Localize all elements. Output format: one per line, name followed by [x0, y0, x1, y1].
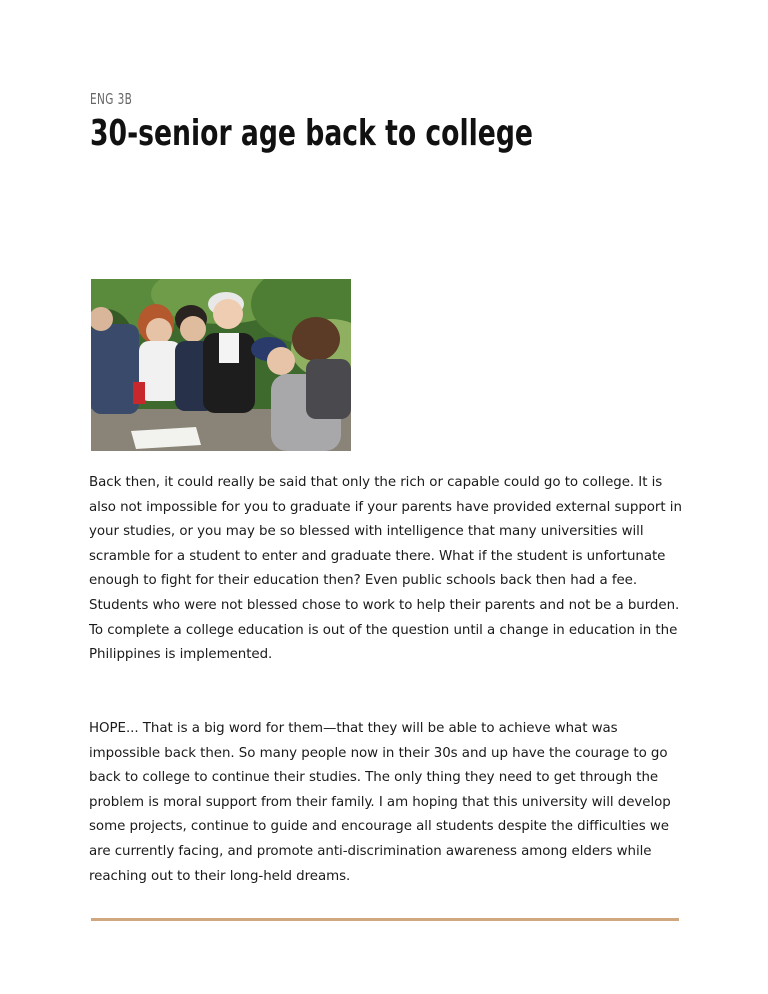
student-photo	[91, 279, 351, 451]
page-title: 30-senior age back to college	[90, 113, 533, 154]
footer-divider	[91, 918, 679, 921]
paragraph-1: Back then, it could really be said that only the rich or capable could go to college. It is also not impossible for you to graduate if your parents have provided external support in your studies, or you may be so blessed with intelligence that many universities will scramble for a student to enter and graduate there. What if the student is unfortunate enough to fight for their education then? Even public schools back then had a fee. Students who were not blessed chose to work to help their parents and not be a burden. To complete a college education is out of the question until a change in education in the Philippines is implemented.	[89, 475, 682, 663]
paragraph-2: HOPE... That is a big word for them—that they will be able to achieve what was impossible back then. So many people now in their 30s and up have the courage to go back to college to continue their studies. The only thing they need to get through the problem is moral support from their family. I am hoping that this university will develop some projects, continue to guide and encourage all students despite the difficulties we are currently facing, and promote anti-discrimination awareness among elders while reaching out to their long-held dreams.	[89, 721, 671, 884]
course-code: ENG 3B	[90, 90, 133, 108]
photo-students-with-elder-icon	[91, 279, 351, 451]
